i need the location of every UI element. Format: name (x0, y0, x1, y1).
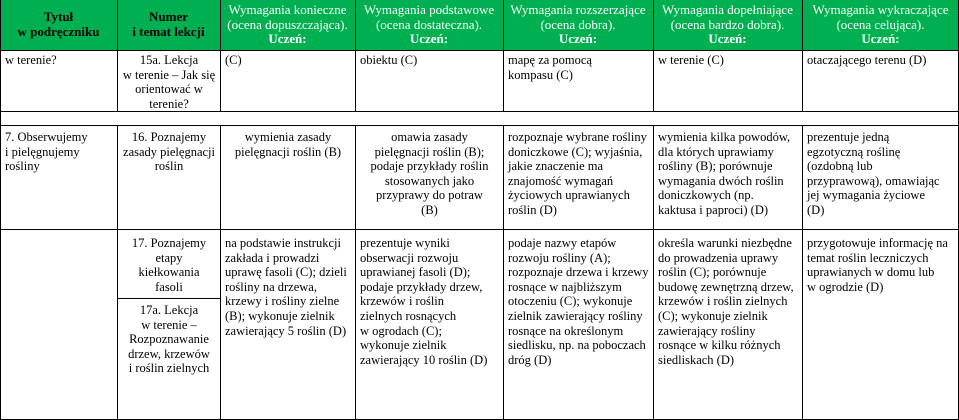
row2-lesson: 16. Poznajemy zasady pielęgnacji roślin (123, 130, 215, 174)
row3-required: na podstawie instrukcji zakłada i prowadzi uprawę fasoli (C); dzieli rośliny na drzewa, krzewy i rośliny zielne (B); wykonuje zielnik zawierający 5 roślin (D) (225, 236, 347, 338)
header-basic: Wymagania podstawowe (ocena dostateczna). (363, 2, 495, 32)
grid-line (503, 125, 504, 420)
header-cell-complementary (653, 0, 802, 50)
header-cell-required (220, 0, 355, 50)
row1-lesson: 15a. Lekcja w terenie – Jak się orientować w terenie? (122, 53, 216, 111)
row2-required: wymienia zasady pielęgnacji roślin (B) (234, 130, 342, 159)
grid-line (653, 0, 654, 111)
header-lesson: Numer i temat lekcji (132, 9, 205, 39)
header-cell-title (0, 0, 117, 50)
header-required: Wymagania konieczne (ocena dopuszczająca). (227, 2, 348, 32)
grid-line (503, 0, 504, 111)
grid-line (653, 125, 654, 420)
row3-extended: podaje nazwy etapów rozwoju rośliny (A); rozpoznaje drzewa i krzewy rosnące w najbliższym otoczeniu (C); wykonuje zielnik zawierający rośliny rosnące na określonym siedlisku, np. na poboczach dróg (D) (508, 236, 649, 367)
grid-line (802, 125, 803, 420)
row1-required: (C) (225, 53, 242, 67)
row1-basic: obiektu (C) (360, 53, 418, 67)
header-title: Tytuł w podręczniku (17, 9, 100, 39)
row3-basic: prezentuje wyniki obserwacji rozwoju uprawianej fasoli (D); podaje przykłady drzew, krzewów i roślin zielnych rosnących w ogrodach (C); wykonuje zielnik zawierający 10 roślin (D) (360, 236, 488, 367)
header-cell-lesson (117, 0, 220, 50)
row1-exceeding: otaczającego terenu (D) (807, 53, 927, 67)
grid-line (117, 298, 220, 299)
row3-lesson-17a: 17a. Lekcja w terenie – Rozpoznawanie drzew, krzewów i roślin zielnych (128, 303, 210, 376)
grid-line (802, 0, 803, 111)
row2-exceeding: prezentuje jedną egzotyczną roślinę (ozdobną lub przyprawową), omawiając jej wymagania życiowe (D) (807, 130, 940, 217)
grid-line (117, 125, 118, 420)
grid-line (0, 125, 959, 126)
grid-line (117, 0, 118, 111)
header-complementary-uczen: Uczeń: (708, 31, 747, 46)
row2-basic: omawia zasady pielęgnacji roślin (B); podaje przykłady roślin stosowanych jako przyprawy do potraw (B) (370, 130, 489, 217)
header-exceeding: Wymagania wykraczające (ocena celująca). (812, 2, 949, 32)
header-cell-exceeding (802, 0, 959, 50)
row1-complementary: w terenie (C) (658, 53, 724, 67)
row2-title: 7. Obserwujemy i pielęgnujemy rośliny (5, 130, 88, 174)
row3-complementary: określa warunki niezbędne do prowadzenia uprawy roślin (C); porównuje budowę zewnętrzną drzew, krzewów i roślin zielnych (C); wykonuje zielnik zawierający rośliny rosnące w kilku różnych siedliskach (D) (658, 236, 794, 367)
header-extended: Wymagania rozszerzające (ocena dobra). (510, 2, 646, 32)
header-required-uczen: Uczeń: (268, 31, 307, 46)
row2-complementary: wymienia kilka powodów, dla których uprawiamy rośliny (B); porównuje wymagania dwóch roślin doniczkowych (np. kaktusa i paproci) (D) (658, 130, 791, 217)
row2-extended: rozpoznaje wybrane rośliny doniczkowe (C); wyjaśnia, jakie znaczenie ma znajomość wymagań życiowych uprawianych roślin (D) (508, 130, 647, 217)
header-basic-uczen: Uczeń: (409, 31, 449, 46)
row1-extended: mapę za pomocą kompasu (C) (508, 53, 592, 82)
header-extended-uczen: Uczeń: (558, 31, 598, 46)
grid-line (0, 0, 1, 420)
grid-line (220, 125, 221, 420)
header-cell-extended (503, 0, 653, 50)
grid-line (355, 125, 356, 420)
row3-lesson-17: 17. Poznajemy etapy kiełkowania fasoli (131, 236, 207, 294)
header-cell-basic (355, 0, 503, 50)
row3-exceeding: przygotowuje informację na temat roślin leczniczych uprawianych w domu lub w ogrodzie (D) (807, 236, 948, 294)
row1-title: w terenie? (5, 53, 57, 67)
grid-line (0, 50, 959, 51)
grid-line (0, 229, 959, 230)
header-complementary: Wymagania dopełniające (ocena bardzo dobra). (662, 2, 793, 32)
header-exceeding-uczen: Uczeń: (861, 31, 900, 46)
grid-line (220, 0, 221, 111)
grid-line (355, 0, 356, 111)
